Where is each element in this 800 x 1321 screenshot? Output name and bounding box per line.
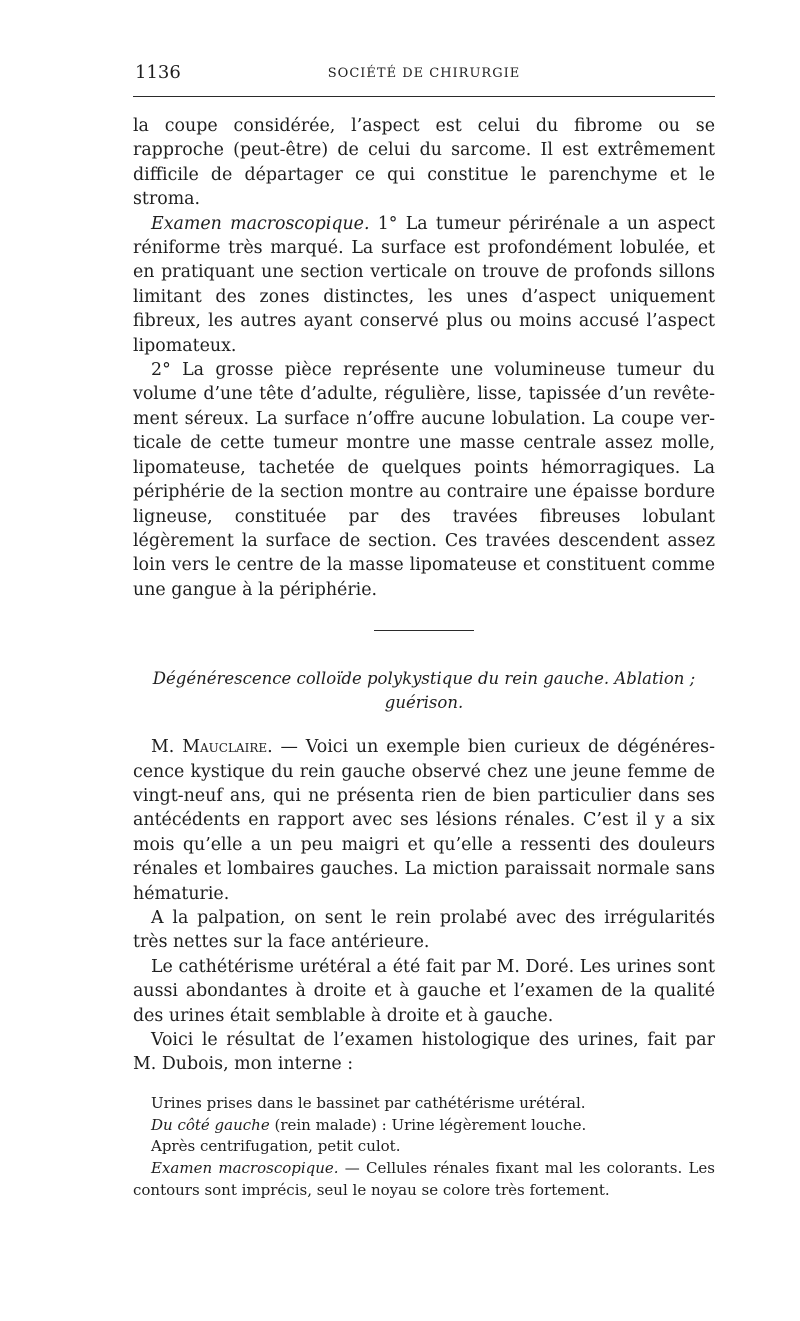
macroscopic-exam-label: Examen macroscopique. (151, 213, 370, 234)
left-side-text: (rein malade) : Urine légèrement louche. (269, 1115, 587, 1134)
macroscopic-exam-text: 1° La tumeur périrénale a un aspect réniforme très marqué. La surface est profondément lobulée, et en pratiquant une section verticale on trouve de profonds sillons limitant des zones distinctes, les unes d’aspect uniquement fibreux, les autres ayant conservé plus ou moins accusé l’aspect lipomateux. (133, 213, 715, 356)
paragraph-large-specimen: 2° La grosse pièce représente une volumineuse tumeur du volume d’une tête d’adulte, régulière, lisse, tapissée d’un revêtement séreux. La surface n’offre aucune lobulation. La coupe verticale de cette tumeur montre une masse centrale assez molle, lipomateuse, tachetée de quelques points hémorragiques. La périphérie de la section montre au contraire une épaisse bordure ligneuse, constituée par des travées fibreuses lobulant légèrement la surface de section. Ces travées descendent assez loin vers le centre de la masse lipomateuse et constituent comme une gangue à la périphérie. (133, 360, 715, 600)
running-head (133, 58, 715, 88)
paragraph-histology-intro: Voici le résultat de l’examen histologique des urines, fait par M. Dubois, mon interne : (133, 1030, 715, 1075)
section-title (133, 667, 715, 715)
mauclaire-text: — Voici un exemple bien curieux de dégénérescence kystique du rein gauche observé chez une jeune femme de vingt-neuf ans, qui ne présenta rien de bien particulier dans ses antécédents en rapport avec ses lésions rénales. C’est il y a six mois qu’elle a un peu maigri et qu’elle a ressenti des douleurs rénales et lombaires gauches. La miction paraissait normale sans hématurie. (133, 737, 715, 904)
paragraph-continuation: la coupe considérée, l’aspect est celui du fibrome ou se rapproche (peut-être) de celui du sarcome. Il est extrêmement difficile de départager ce qui constitue le parenchyme et le stroma. (133, 116, 715, 210)
left-side-label: Du côté gauche (151, 1115, 270, 1134)
section-title-line1: Dégénérescence colloïde polykystique du rein gauche. Ablation ; (152, 669, 696, 689)
urine-report (133, 1093, 715, 1202)
report-line-centrifugation: Après centrifugation, petit culot. (151, 1137, 401, 1156)
author-name: M. Mauclaire. (151, 737, 273, 758)
report-line-urines: Urines prises dans le bassinet par cathétérisme urétéral. (151, 1093, 586, 1112)
journal-title: SOCIÉTÉ DE CHIRURGIE (327, 66, 521, 81)
paragraph-catheterism: Le cathétérisme urétéral a été fait par M. Doré. Les urines sont aussi abondantes à droite et à gauche et l’examen de la qualité des urines était semblable à droite et à gauche. (133, 956, 715, 1026)
header-rule (133, 96, 715, 97)
document-page (133, 58, 715, 1202)
section-separator (374, 630, 474, 631)
section-title-line2: guérison. (384, 693, 464, 713)
page-number: 1136 (135, 62, 181, 83)
paragraph-mauclaire (133, 735, 715, 906)
report-macroscopic-label: Examen macroscopique. (151, 1159, 339, 1178)
report-line-left-side (133, 1115, 715, 1137)
report-macroscopic-text: — Cellules rénales fixant mal les colorants. Les contours sont imprécis, seul le noyau se colore très fortement. (133, 1159, 715, 1199)
paragraph-macroscopic-exam (133, 212, 715, 358)
paragraph-palpation: A la palpation, on sent le rein prolabé avec des irrégularités très nettes sur la face antérieure. (133, 907, 715, 953)
report-line-macroscopic (133, 1158, 715, 1202)
